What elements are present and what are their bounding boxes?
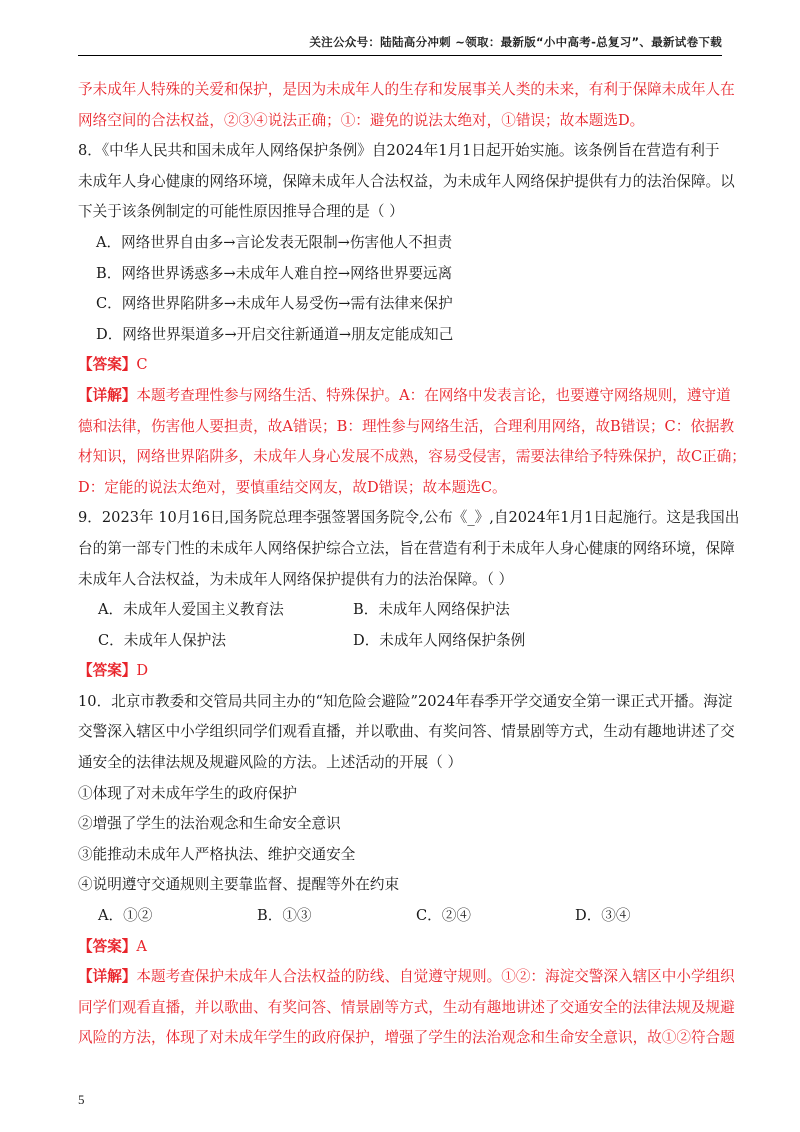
option-a: A．网络世界自由多→言论发表无限制→伤害他人不担责 [96,233,453,251]
option-c: C．网络世界陷阱多→未成年人易受伤→需有法律来保护 [96,295,453,313]
detail-tag: 【详解】 [78,386,137,404]
detail-block [78,381,746,503]
detail-line [78,381,731,412]
answer-tag: 【答案】 [78,662,137,680]
detail-line [78,962,735,993]
option-c: C．②④ [416,907,471,925]
question-stem-line: 下关于该条例制定的可能性原因推导合理的是（ ） [78,203,404,221]
detail-line: 同学们观看直播，并以歌曲、有奖问答、情景剧等方式，生动有趣地讲述了交通安全的法律法规及规避 [78,998,735,1016]
statement-3: ③能推动未成年人严格执法、维护交通安全 [78,845,356,863]
question-stem-line: 8．《中华人民共和国未成年人网络保护条例》自2024年1月1日起开始实施。该条例旨在营造有利于 [78,142,720,160]
option-b: B．未成年人网络保护法 [353,601,510,619]
answer-line [78,932,724,963]
text-line: 网络空间的合法权益，②③④说法正确；①：避免的说法太绝对，①错误；故本题选D。 [78,111,645,129]
answer-value: D [136,662,149,680]
detail-line: 材知识，网络世界陷阱多，未成年人身心发展不成熟，容易受侵害，需要法律给予特殊保护，故C正确； [78,448,746,466]
answer-tag: 【答案】 [78,937,137,955]
option-d: D．③④ [575,907,631,925]
detail-line: D：定能的说法太绝对，要慎重结交网友，故D错误；故本题选C。 [78,478,507,496]
answer-value: A [136,937,147,955]
question-stem-line: 未成年人身心健康的网络环境，保障未成年人合法权益，为未成年人网络保护提供有力的法治保障。以 [78,172,735,190]
options-row [78,901,724,932]
options-row [78,595,724,626]
answer-tag: 【答案】 [78,356,137,374]
question-stem-line: 10．北京市教委和交管局共同主办的“知危险会避险”2024年春季开学交通安全第一课正式开播。海淀 [78,692,733,710]
detail-line: 德和法律，伤害他人要担责，故A错误；B：理性参与网络生活，合理利用网络，故B错误；C：依据教 [78,417,735,435]
question-stem-line: 交警深入辖区中小学组织同学们观看直播，并以歌曲、有奖问答、情景剧等方式，生动有趣地讲述了交 [78,723,735,741]
option-c: C．未成年人保护法 [98,631,226,649]
statement-2: ②增强了学生的法治观念和生命安全意识 [78,815,341,833]
answer-line [78,350,724,381]
detail-tag: 【详解】 [78,968,137,986]
question-stem-line: 9．2023年 10月16日,国务院总理李强签署国务院令,公布《_》,自2024年1月1日起施行。这是我国出 [78,509,740,527]
detail-text: 本题考查理性参与网络生活、特殊保护。A：在网络中发表言论，也要遵守网络规则，遵守道 [136,386,731,404]
answer-line [78,656,724,687]
answer-value: C [136,356,148,374]
page-header: 关注公众号：陆陆高分冲刺 ~领取：最新版“小中高考-总复习”、最新试卷下载 [309,35,722,49]
detail-block [78,962,735,1054]
question-stem-line: 通安全的法律法规及规避风险的方法。上述活动的开展（ ） [78,754,463,772]
option-a: A．①② [98,907,153,925]
statement-1: ①体现了对未成年学生的政府保护 [78,784,297,802]
header-divider [78,55,722,56]
question-stem-line: 台的第一部专门性的未成年人网络保护综合立法，旨在营造有利于未成年人身心健康的网络环境，保障 [78,539,735,557]
text-line: 予未成年人特殊的关爱和保护，是因为未成年人的生存和发展事关人类的未来，有利于保障未成年人在 [78,81,735,98]
option-a: A．未成年人爱国主义教育法 [98,601,284,619]
detail-text: 本题考查保护未成年人合法权益的防线、自觉遵守规则。①②：海淀交警深入辖区中小学组织 [136,968,735,986]
option-d: D．网络世界渠道多→开启交往新通道→朋友定能成知己 [96,325,454,343]
question-9 [78,503,740,687]
options-row [78,626,724,657]
option-b: B．网络世界诱惑多→未成年人难自控→网络世界要远离 [96,264,453,282]
question-10 [78,687,735,1054]
option-d: D．未成年人网络保护条例 [353,631,526,649]
document-body [78,75,746,1054]
option-b: B．①③ [257,907,312,925]
page-number: 5 [78,1092,85,1107]
statement-4: ④说明遵守交通规则主要靠监督、提醒等外在约束 [78,876,400,894]
detail-line: 风险的方法，体现了对未成年学生的政府保护，增强了学生的法治观念和生命安全意识，故①②符合题 [78,1029,735,1047]
question-stem-line: 未成年人合法权益，为未成年人网络保护提供有力的法治保障。（ ） [78,570,514,588]
question-8 [78,136,746,503]
previous-detail [78,75,735,136]
